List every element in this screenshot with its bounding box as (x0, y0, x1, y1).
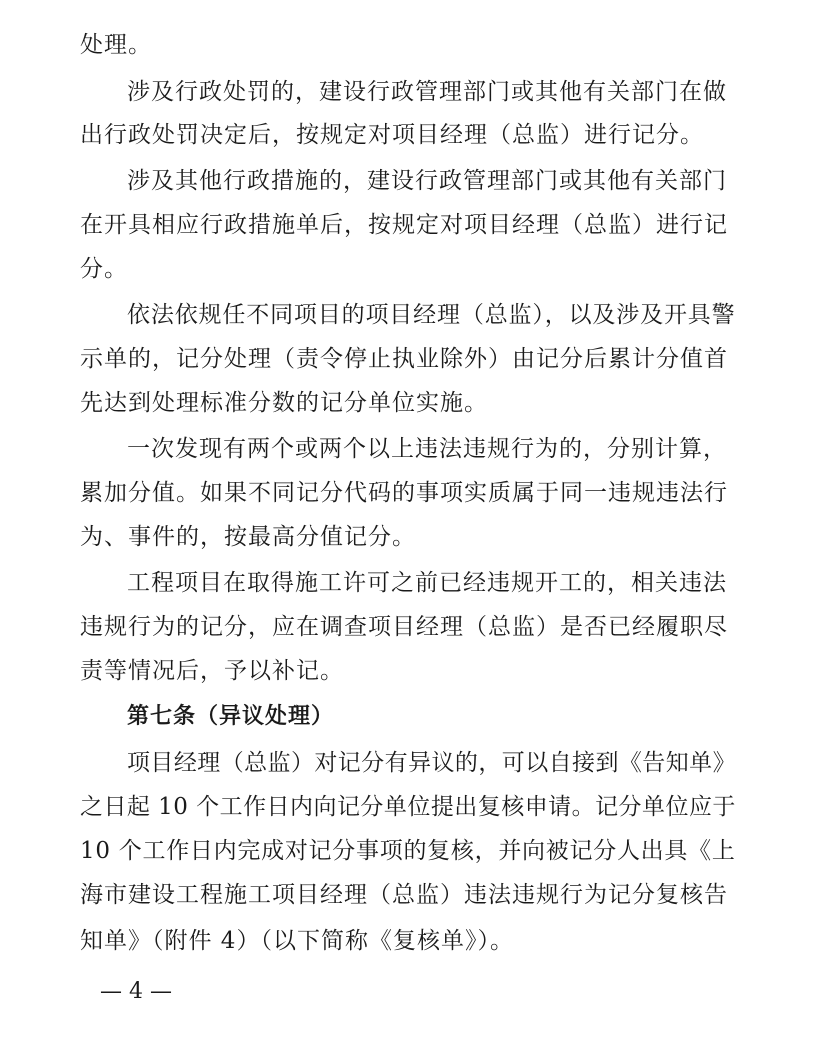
page-number: — 4 — (100, 979, 172, 1004)
paragraph-start-line: 项目经理（总监）对记分有异议的，可以自接到《告知单》 (127, 750, 736, 776)
text-line: 出行政处罚决定后，按规定对项目经理（总监）进行记分。 (80, 122, 704, 148)
text-line: 累加分值。如果不同记分代码的事项实质属于同一违规违法行 (80, 480, 728, 506)
paragraph-start-line: 涉及其他行政措施的，建设行政管理部门或其他有关部门 (127, 168, 727, 194)
text-line: 为、事件的，按最高分值记分。 (80, 524, 416, 550)
paragraph-start-line: 工程项目在取得施工许可之前已经违规开工的，相关违法 (127, 570, 727, 596)
text-line: 违规行为的记分，应在调查项目经理（总监）是否已经履职尽 (80, 614, 728, 640)
paragraph-start-line: 一次发现有两个或两个以上违法违规行为的，分别计算， (127, 436, 727, 462)
text-line: 分。 (80, 256, 128, 282)
text-line: 先达到处理标准分数的记分单位实施。 (80, 390, 488, 416)
text-line: 示单的，记分处理（责令停止执业除外）由记分后累计分值首 (80, 346, 728, 372)
text-line: 海市建设工程施工项目经理（总监）违法违规行为记分复核告 (80, 882, 728, 908)
text-line: 之日起 10 个工作日内向记分单位提出复核申请。记分单位应于 (80, 794, 736, 820)
text-line: 知单》（附件 4）（以下简称《复核单》）。 (80, 928, 514, 954)
paragraph-start-line: 依法依规任不同项目的项目经理（总监），以及涉及开具警 (127, 302, 736, 328)
text-line: 10 个工作日内完成对记分事项的复核，并向被记分人出具《上 (80, 838, 736, 864)
paragraph-start-line: 涉及行政处罚的，建设行政管理部门或其他有关部门在做 (127, 79, 727, 105)
text-line: 处理。 (80, 32, 152, 58)
article-heading: 第七条（异议处理） (127, 704, 335, 729)
text-line: 在开具相应行政措施单后，按规定对项目经理（总监）进行记 (80, 212, 728, 238)
text-line: 责等情况后，予以补记。 (80, 658, 344, 684)
